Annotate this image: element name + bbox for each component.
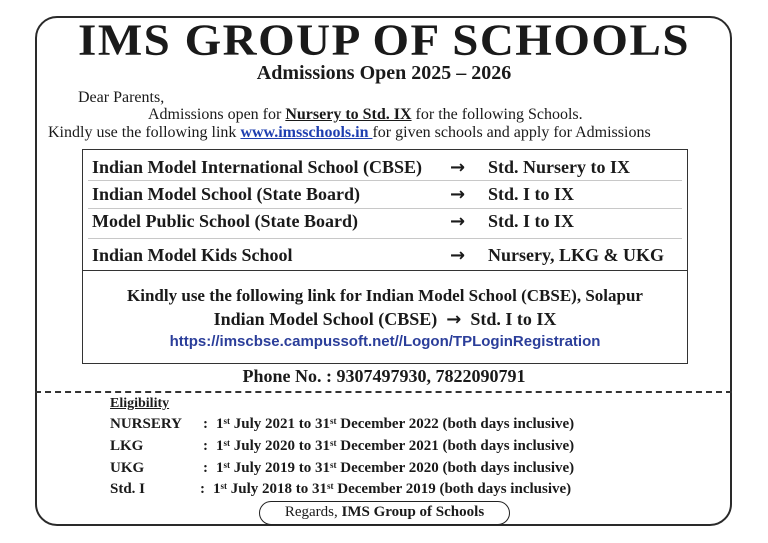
date-day: 1: [213, 481, 221, 497]
date-day: 1: [216, 416, 224, 432]
date-rest: December 2021 (both days inclusive): [336, 438, 575, 454]
eligibility-dates: [216, 438, 574, 455]
arrow-icon: →: [450, 245, 466, 266]
school-name: Model Public School (State Board): [92, 211, 358, 231]
date-range: July 2019 to 31: [230, 460, 331, 476]
school-standards: Nursery, LKG & UKG: [488, 245, 664, 265]
admissions-intro: [148, 106, 583, 124]
eligibility-title: Eligibility: [110, 396, 170, 411]
school-standards: Std. I to IX: [488, 211, 575, 231]
school-standards: Std. Nursery to IX: [488, 157, 630, 177]
eligibility-class: LKG: [110, 438, 144, 454]
arrow-icon: →: [450, 211, 466, 232]
regards-badge: [259, 501, 510, 525]
date-suffix: st: [223, 438, 230, 448]
intro-classes: Nursery to Std. IX: [285, 106, 412, 123]
date-day: 1: [216, 460, 224, 476]
eligibility-class: NURSERY: [110, 416, 182, 432]
date-suffix: st: [330, 438, 337, 448]
date-suffix: st: [223, 416, 230, 426]
school-name: Indian Model Kids School: [92, 245, 293, 265]
eligibility-dates: [216, 460, 574, 477]
intro-prefix: Admissions open for: [148, 106, 286, 123]
cbse-school-line: [82, 309, 688, 330]
arrow-icon: →: [446, 309, 462, 330]
row-divider: [88, 238, 682, 239]
greeting: Dear Parents,: [78, 89, 165, 106]
row-divider: [88, 180, 682, 181]
cbse-school: Indian Model School (CBSE): [213, 309, 438, 329]
eligibility-colon: :: [203, 416, 208, 432]
regards-prefix: Regards,: [284, 504, 342, 520]
link-line: [48, 124, 651, 142]
eligibility-dates: [213, 481, 571, 498]
flyer-heading: IMS GROUP OF SCHOOLS: [78, 15, 690, 65]
date-suffix: st: [330, 460, 337, 470]
row-divider: [88, 208, 682, 209]
dashed-divider: [35, 391, 732, 393]
date-range: July 2018 to 31: [227, 481, 328, 497]
link-line-prefix: Kindly use the following link: [48, 124, 241, 141]
date-suffix: st: [220, 481, 227, 491]
link-line-suffix: for given schools and apply for Admissions: [372, 124, 651, 141]
cbse-standards: Std. I to IX: [470, 309, 557, 329]
cbse-registration-link[interactable]: https://imscbse.campussoft.net//Logon/TPLoginRegistration: [169, 333, 601, 350]
eligibility-colon: :: [203, 438, 208, 454]
school-name: Indian Model International School (CBSE): [92, 157, 423, 177]
date-suffix: st: [223, 460, 230, 470]
cbse-instruction: Kindly use the following link for Indian Model School (CBSE), Solapur: [127, 286, 643, 305]
date-day: 1: [216, 438, 224, 454]
school-standards: Std. I to IX: [488, 184, 575, 204]
arrow-icon: →: [450, 184, 466, 205]
intro-suffix: for the following Schools.: [411, 106, 583, 123]
eligibility-class: UKG: [110, 460, 145, 476]
eligibility-colon: :: [200, 481, 205, 497]
eligibility-class: Std. I: [110, 481, 146, 497]
website-link[interactable]: www.imsschools.in: [240, 124, 373, 141]
date-rest: December 2022 (both days inclusive): [336, 416, 575, 432]
date-rest: December 2020 (both days inclusive): [336, 460, 575, 476]
date-range: July 2021 to 31: [230, 416, 331, 432]
eligibility-colon: :: [203, 460, 208, 476]
regards-name: IMS Group of Schools: [341, 504, 485, 520]
phone-numbers: Phone No. : 9307497930, 7822090791: [242, 366, 526, 386]
arrow-icon: →: [450, 157, 466, 178]
date-suffix: st: [330, 416, 337, 426]
date-range: July 2020 to 31: [230, 438, 331, 454]
admissions-subheading: Admissions Open 2025 – 2026: [256, 62, 512, 84]
date-rest: December 2019 (both days inclusive): [333, 481, 572, 497]
school-name: Indian Model School (State Board): [92, 184, 361, 204]
eligibility-dates: [216, 416, 574, 433]
date-suffix: st: [327, 481, 334, 491]
